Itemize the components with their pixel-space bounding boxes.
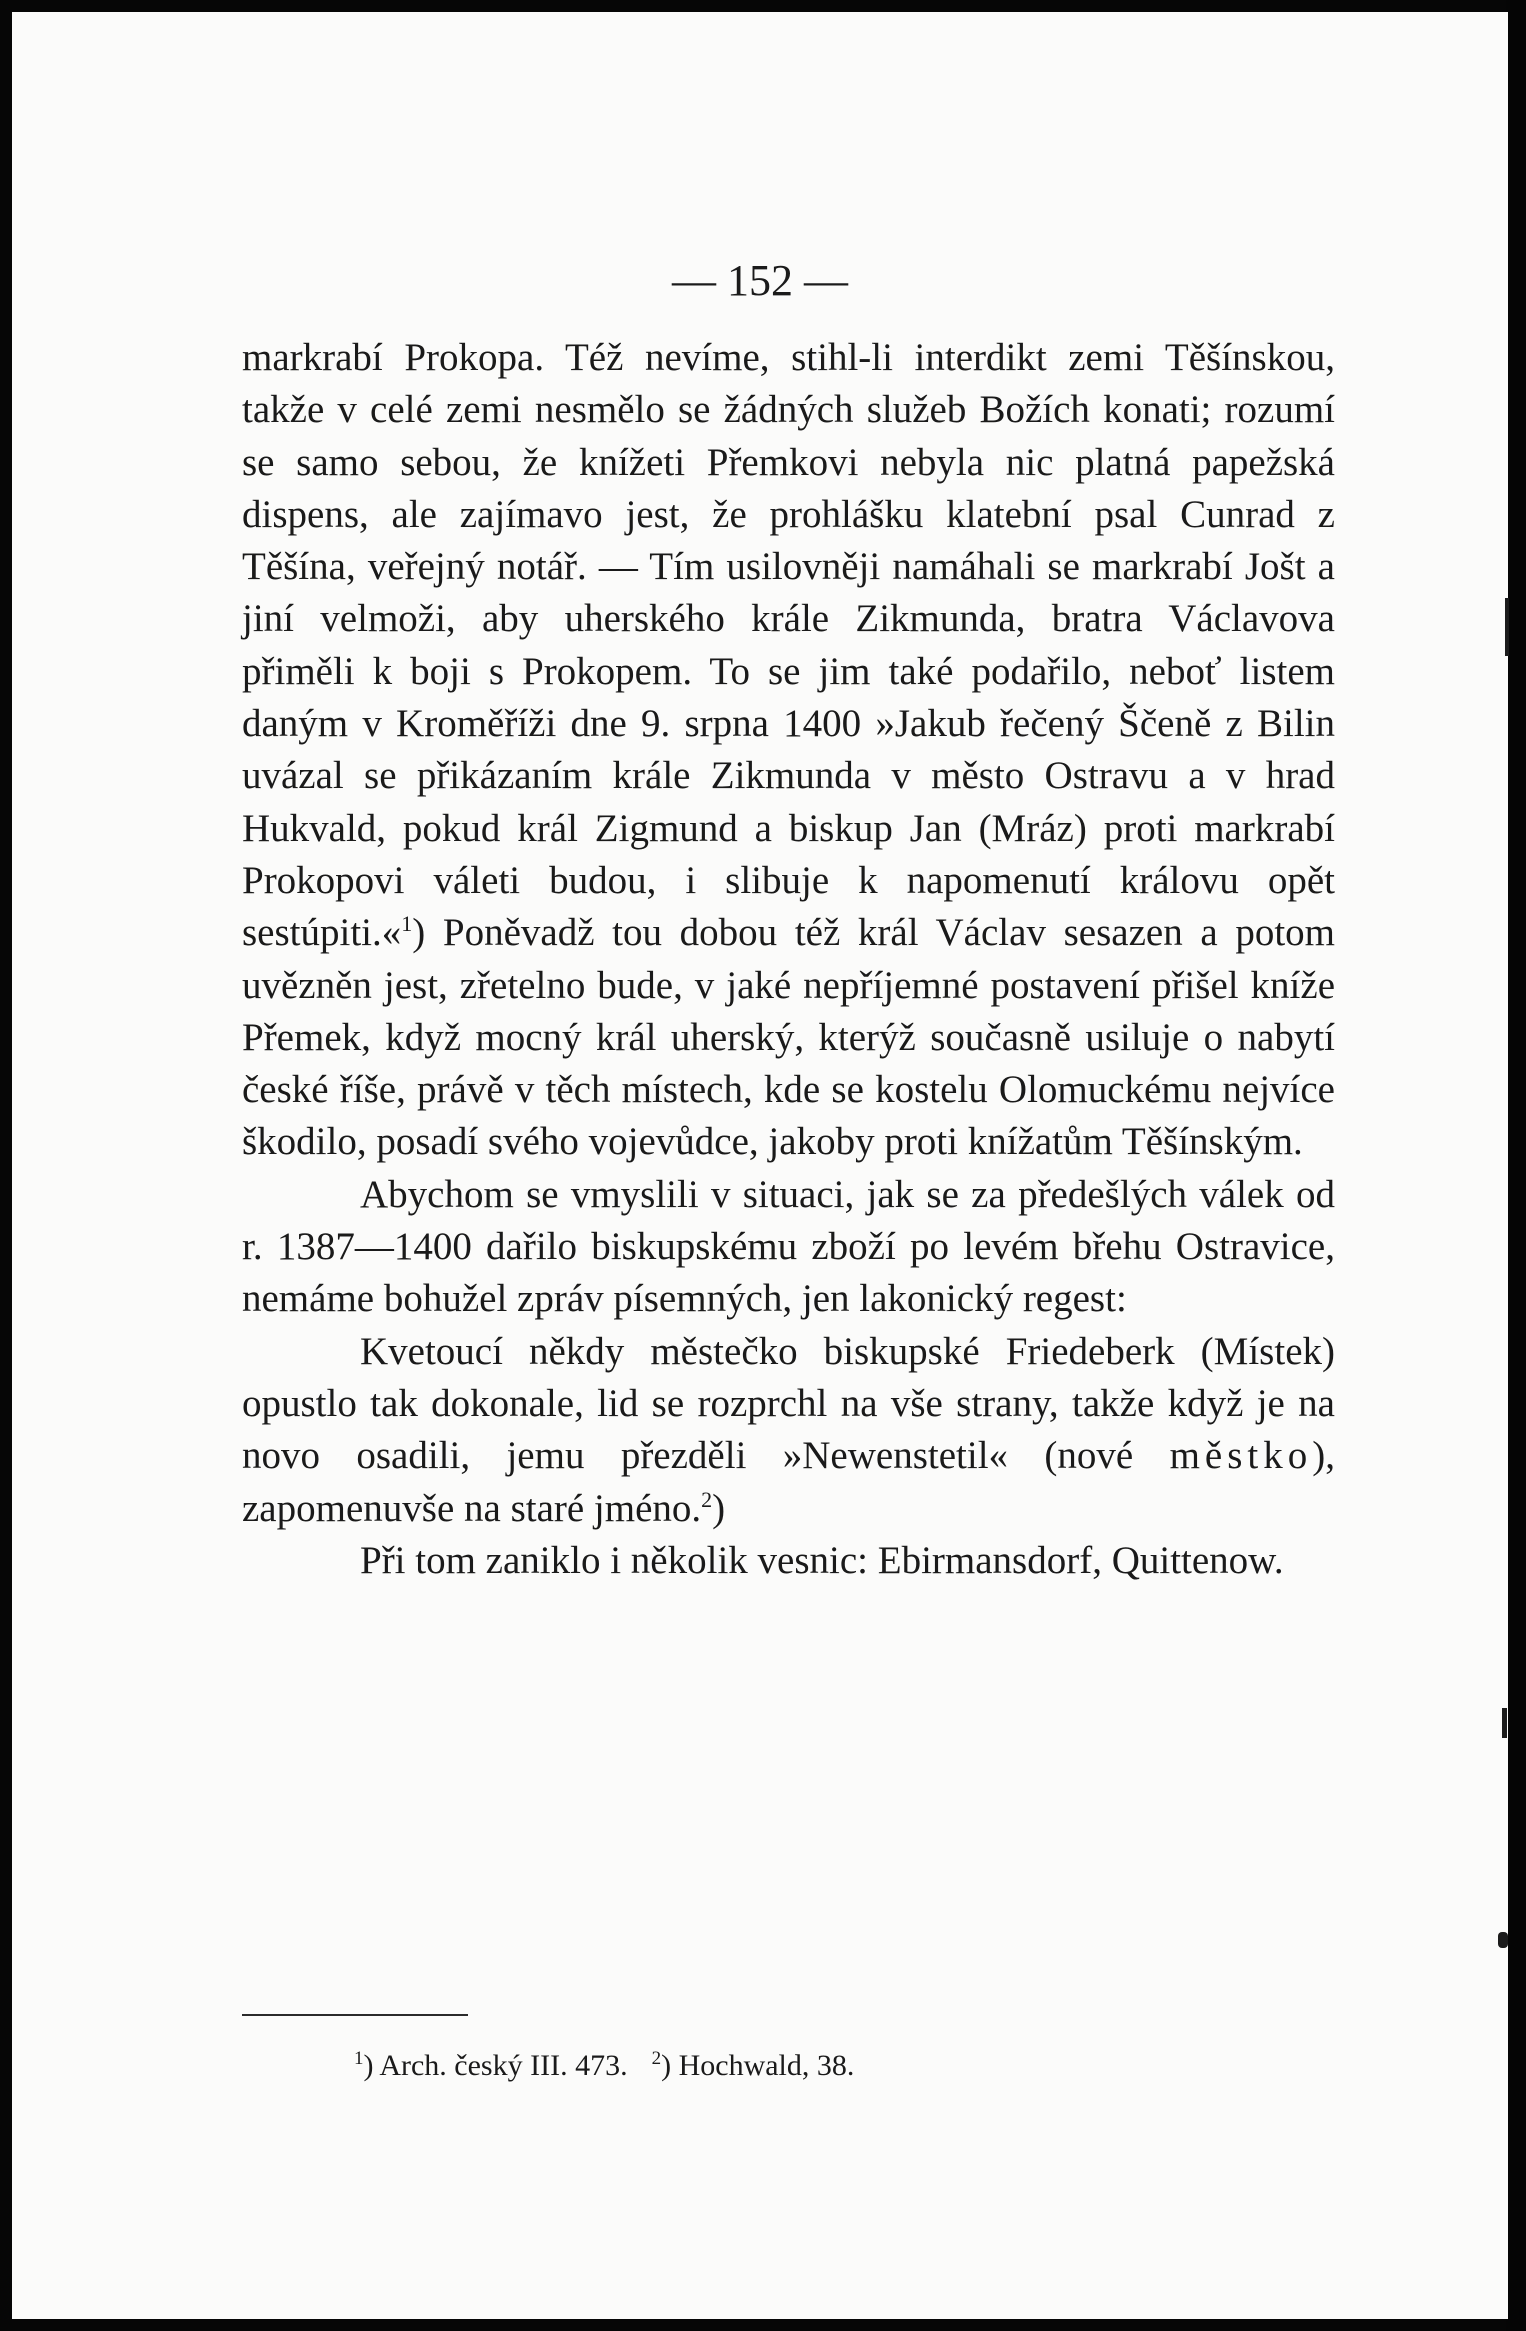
scan-edge-mark	[1502, 1708, 1507, 1738]
paragraph-3-text-b: ), zapomenuvše na staré jméno.	[242, 1434, 1335, 1530]
scan-edge	[1506, 0, 1526, 2331]
paragraph-3	[242, 1326, 1335, 1535]
body-text	[242, 332, 1335, 1587]
footnote-1-mark: 1	[354, 2048, 364, 2069]
scan-edge-mark	[1505, 598, 1509, 656]
paragraph-4: Při tom zaniklo i několik vesnic: Ebirmansdorf, Quittenow.	[360, 1538, 1284, 1582]
footnote-2	[652, 2049, 855, 2082]
paragraph-3-text-a: Kvetoucí někdy městečko biskupské Friedeberk (Místek) opustlo tak dokonale, lid se rozprchl na vše strany, takže když je na novo osadili, jemu přezděli »Newenstetil« (nové	[242, 1329, 1335, 1478]
footnote-2-text: ) Hochwald, 38.	[661, 2049, 855, 2082]
footnote-ref-1: 1	[401, 911, 413, 937]
scan-edge-mark	[1498, 1932, 1508, 1948]
footnote-ref-2: 2	[701, 1486, 713, 1512]
spaced-word: městko	[1169, 1434, 1313, 1478]
page-number: — 152 —	[672, 256, 848, 305]
paragraph-1-text-a: markrabí Prokopa. Též nevíme, stihl-li interdikt zemi Těšínskou, takže v celé zemi nesmělo se žádných služeb Božích konati; rozumí se samo sebou, že knížeti Přemkovi nebyla nic platná papežská dispens, ale zajímavo jest, že prohlášku klatební psal Cunrad z Těšína, veřejný notář. — Tím usilovněji namáhali se markrabí Jošt a jiní velmoži, aby uherského krále Zikmunda, bratra Václavova přiměli k boji s Prokopem. To se jim také podařilo, neboť listem daným v Kroměříži dne 9. srpna 1400 »Jakub řečený Ščeně z Bilin uvázal se přikázaním krále Zikmunda v město Ostravu a v hrad Hukvald, pokud král Zigmund a biskup Jan (Mráz) proti markrabí Prokopovi váleti budou, i slibuje k napomenutí královu opět sestúpiti.«	[242, 336, 1335, 955]
footnote-1-text: ) Arch. český III. 473.	[363, 2049, 628, 2082]
paragraph-1	[242, 332, 1335, 1169]
book-page	[12, 12, 1508, 2319]
footnote-divider	[242, 2014, 468, 2016]
paragraph-1-text-b: ) Poněvadž tou dobou též král Václav sesazen a potom uvězněn jest, zřetelno bude, v jaké nepříjemné postavení přišel kníže Přemek, když mocný král uherský, kterýž současně usiluje o nabytí české říše, právě v těch místech, kde se kostelu Olomuckému nejvíce škodilo, posadí svého vojevůdce, jakoby proti knížatům Těšínským.	[242, 911, 1335, 1164]
paragraph-3-text-c: )	[712, 1486, 726, 1530]
footnote-2-mark: 2	[651, 2048, 662, 2069]
footnote-1	[354, 2049, 628, 2082]
paragraph-2: Abychom se vmyslili v situaci, jak se za předešlých válek od r. 1387—1400 dařilo biskupskému zboží po levém břehu Ostravice, nemáme bohužel zpráv písemných, jen lakonický regest:	[242, 1172, 1335, 1321]
footnotes	[354, 2049, 1254, 2083]
